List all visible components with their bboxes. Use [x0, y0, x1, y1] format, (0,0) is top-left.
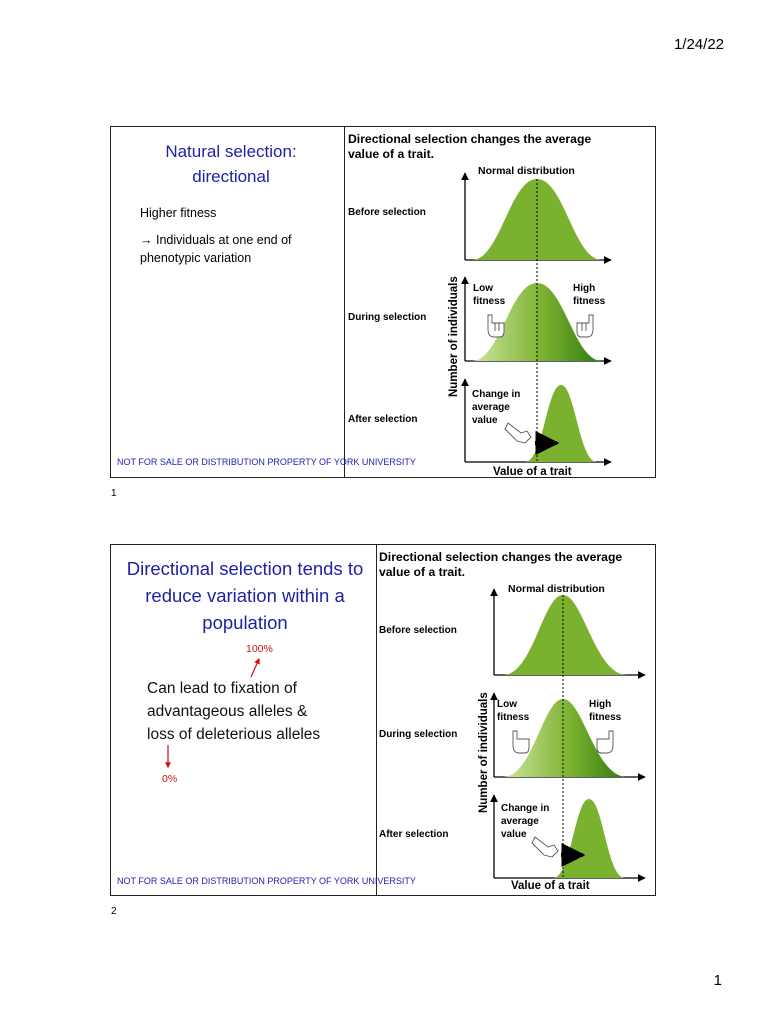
before-selection-panel-2 — [494, 589, 645, 675]
y-axis-label: Number of individuals — [448, 276, 460, 397]
after-selection-label-2: After selection — [379, 829, 449, 840]
slide-1-bullet-1: Higher fitness — [140, 206, 217, 220]
directional-selection-diagram — [345, 127, 620, 477]
annotation-100-percent: 100% — [246, 643, 273, 655]
high-label: High — [573, 283, 596, 294]
average-label: average — [472, 402, 510, 413]
shifted-distribution-curve-2 — [553, 799, 625, 878]
normal-distribution-label-2: Normal distribution — [508, 583, 605, 595]
high-fitness-label: fitness — [573, 296, 606, 307]
y-axis-label-2: Number of individuals — [478, 692, 490, 813]
slide-1-bullet-2 — [140, 231, 340, 267]
slide-2-body-line-3: loss of deleterious alleles — [147, 726, 321, 743]
figure-2-heading-line-1: Directional selection changes the average — [379, 550, 623, 564]
slide-2-title-line-3: population — [202, 612, 288, 633]
during-selection-panel-2 — [494, 693, 645, 777]
during-selection-label-2: During selection — [379, 729, 458, 740]
left-hand-icon — [488, 315, 504, 337]
before-selection-label-2: Before selection — [379, 625, 457, 636]
red-arrows — [111, 545, 376, 805]
figure-2-heading-line-2: value of a trait. — [379, 565, 466, 579]
low-label: Low — [473, 283, 493, 294]
high-fitness-label-2: fitness — [589, 712, 622, 723]
slide-2-body — [147, 677, 357, 746]
right-arrow-icon: → — [140, 233, 153, 247]
slide-1-bullet-2-text: Individuals at one end of phenotypic variation — [140, 233, 292, 265]
during-selection-panel — [465, 277, 611, 361]
slide-2-title-line-2: reduce variation within a — [145, 585, 345, 606]
directional-selection-figure-2 — [376, 545, 656, 895]
pointing-hand-icon — [505, 423, 531, 443]
slide-2-body-line-2: advantageous alleles & — [147, 703, 308, 720]
directional-selection-figure — [344, 127, 620, 477]
before-selection-panel — [465, 173, 611, 260]
slide-1-title — [121, 139, 341, 189]
after-selection-label: After selection — [348, 414, 418, 425]
slide-2-footer: NOT FOR SALE OR DISTRIBUTION PROPERTY OF YORK UNIVERSITY — [117, 876, 416, 886]
annotation-0-percent: 0% — [162, 773, 178, 785]
selection-gradient-curve-2 — [503, 699, 627, 777]
after-selection-panel-2 — [494, 795, 645, 878]
figure-heading — [348, 132, 591, 161]
high-label-2: High — [589, 699, 612, 710]
figure-heading-line-1: Directional selection changes the average — [348, 132, 592, 146]
shifted-distribution-curve — [525, 385, 597, 462]
slide-1 — [110, 126, 656, 478]
header-date: 1/24/22 — [673, 36, 724, 53]
low-label-2: Low — [497, 699, 517, 710]
slide-1-title-line-1: Natural selection: — [165, 142, 297, 161]
slide-1-title-line-2: directional — [192, 167, 270, 186]
before-selection-label: Before selection — [348, 207, 426, 218]
value-label: value — [472, 415, 498, 426]
change-in-label-2: Change in — [501, 803, 550, 814]
during-selection-label: During selection — [348, 312, 427, 323]
change-in-label: Change in — [472, 389, 521, 400]
slide-2-body-line-1: Can lead to fixation of — [147, 680, 297, 697]
slide-1-footer: NOT FOR SALE OR DISTRIBUTION PROPERTY OF YORK UNIVERSITY — [117, 457, 416, 467]
page-number: 1 — [713, 972, 722, 989]
slide-2 — [110, 544, 656, 896]
right-hand-icon-2 — [597, 731, 613, 753]
normal-distribution-curve-2 — [503, 595, 627, 675]
x-axis-label-2: Value of a trait — [511, 880, 590, 892]
right-hand-icon — [577, 315, 593, 337]
pointing-hand-icon-2 — [532, 837, 558, 857]
slide-2-title-line-1: Directional selection tends to — [126, 558, 364, 579]
x-axis-label: Value of a trait — [493, 466, 572, 477]
normal-distribution-label: Normal distribution — [478, 165, 575, 177]
average-label-2: average — [501, 816, 539, 827]
directional-selection-diagram-2 — [377, 545, 656, 895]
low-fitness-label: fitness — [473, 296, 506, 307]
low-fitness-label-2: fitness — [497, 712, 530, 723]
figure-heading-line-2: value of a trait. — [348, 147, 435, 161]
slide-2-number: 2 — [111, 906, 117, 917]
value-label-2: value — [501, 829, 527, 840]
slide-1-number: 1 — [111, 488, 117, 499]
after-selection-panel — [465, 379, 611, 462]
red-up-arrow — [251, 659, 259, 677]
left-hand-icon-2 — [513, 731, 529, 753]
